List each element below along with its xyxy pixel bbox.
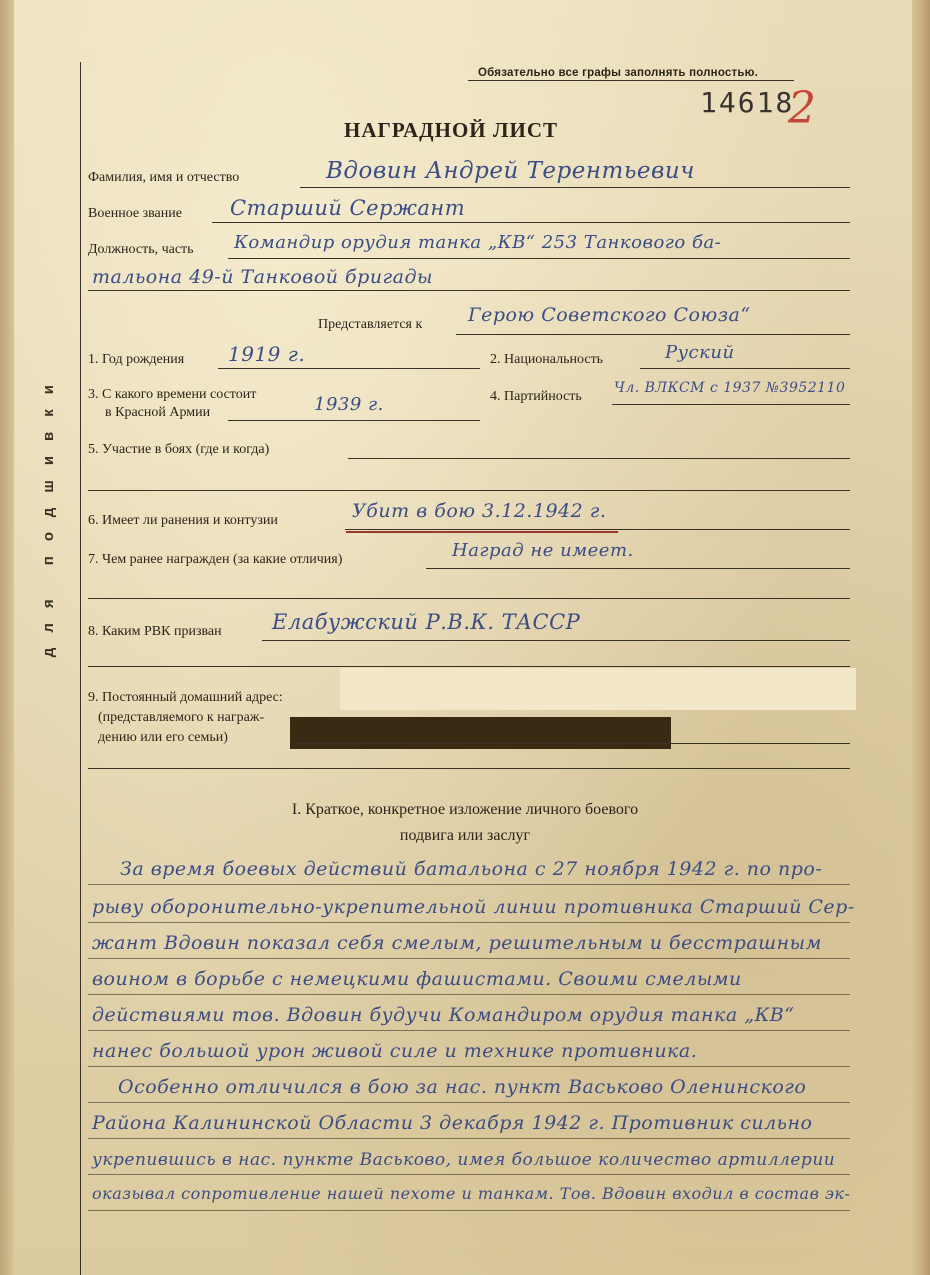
wounds-label: 6. Имеет ли ранения и контузии xyxy=(88,513,278,528)
rank-label: Военное звание xyxy=(88,206,182,221)
section-title-1: I. Краткое, конкретное изложение личного боевого xyxy=(291,801,639,818)
army-since-line xyxy=(228,420,480,421)
story-rule-2 xyxy=(88,922,850,923)
rvk-label: 8. Каким РВК призван xyxy=(88,624,222,639)
birth-year-line xyxy=(218,368,480,369)
margin-line xyxy=(80,62,81,1275)
story-line-3: жант Вдовин показал себя смелым, решительным и бесстрашным xyxy=(92,932,822,954)
nominated-value: Герою Советского Союза“ xyxy=(468,304,751,326)
story-rule-6 xyxy=(88,1066,850,1067)
birth-year-value: 1919 г. xyxy=(228,342,306,366)
story-rule-3 xyxy=(88,958,850,959)
story-line-4: воином в борьбе с немецкими фашистами. Своими смелыми xyxy=(92,968,742,990)
story-line-6: нанес большой урон живой силе и технике противника. xyxy=(92,1040,698,1062)
address-label-1: 9. Постоянный домашний адрес: xyxy=(88,690,283,705)
story-rule-1 xyxy=(88,884,850,885)
awards-value: Наград не имеет. xyxy=(452,540,634,561)
paper-edge-right xyxy=(912,0,930,1275)
birth-year-label: 1. Год рождения xyxy=(88,352,185,367)
nominated-label: Представляется к xyxy=(318,317,423,332)
party-line xyxy=(612,404,850,405)
story-rule-7 xyxy=(88,1102,850,1103)
story-rule-10 xyxy=(88,1210,850,1211)
document-number-red: 2 xyxy=(788,83,816,134)
fio-value: Вдовин Андрей Терентьевич xyxy=(326,158,695,184)
address-redaction-dark xyxy=(290,717,671,749)
rvk-line-1 xyxy=(262,640,850,641)
address-redaction-light xyxy=(340,668,856,710)
battles-line-2 xyxy=(88,490,850,491)
binding-margin-text: для подшивки xyxy=(40,370,57,658)
position-line-1 xyxy=(228,258,850,259)
fio-label: Фамилия, имя и отчество xyxy=(88,170,240,185)
army-since-label-1: 3. С какого времени состоит xyxy=(88,387,257,402)
party-value: Чл. ВЛКСМ с 1937 №3952110 xyxy=(614,380,846,396)
story-line-7: Особенно отличился в бою за нас. пункт Васьково Оленинского xyxy=(118,1076,807,1098)
address-label-2: (представляемого к награж- xyxy=(98,710,265,725)
address-line-1 xyxy=(296,743,850,744)
story-rule-4 xyxy=(88,994,850,995)
story-rule-8 xyxy=(88,1138,850,1139)
nominated-line xyxy=(456,334,850,335)
wounds-red-underline xyxy=(346,531,618,533)
fio-line xyxy=(300,187,850,188)
story-line-8: Района Калининской Области 3 декабря 1942 г. Противник сильно xyxy=(92,1112,813,1134)
nationality-label: 2. Национальность xyxy=(490,352,604,367)
address-label-3: дению или его семьи) xyxy=(98,730,228,745)
nationality-line xyxy=(640,368,850,369)
position-line-2 xyxy=(88,290,850,291)
position-value-1: Командир орудия танка „КВ“ 253 Танкового ба- xyxy=(234,232,722,253)
rvk-line-2 xyxy=(88,666,850,667)
battles-line-1 xyxy=(348,458,850,459)
fill-all-fields-notice: Обязательно все графы заполнять полностью. xyxy=(478,67,759,79)
binding-margin-label xyxy=(40,370,62,920)
story-line-5: действиями тов. Вдовин будучи Командиром орудия танка „КВ“ xyxy=(92,1004,795,1026)
story-line-10: оказывал сопротивление нашей пехоте и танкам. Тов. Вдовин входил в состав эк- xyxy=(92,1184,851,1203)
army-since-label-2: в Красной Армии xyxy=(105,405,211,420)
nationality-value: Руский xyxy=(665,342,735,363)
story-rule-5 xyxy=(88,1030,850,1031)
rank-line xyxy=(212,222,850,223)
document-number: 14618 xyxy=(700,86,795,119)
story-rule-9 xyxy=(88,1174,850,1175)
battles-label: 5. Участие в боях (где и когда) xyxy=(88,442,270,457)
army-since-value: 1939 г. xyxy=(314,394,384,415)
position-label: Должность, часть xyxy=(88,242,194,257)
party-label: 4. Партийность xyxy=(490,389,582,404)
rvk-value: Елабужский Р.В.К. ТАССР xyxy=(272,610,581,634)
rank-value: Старший Сержант xyxy=(230,196,466,220)
wounds-line xyxy=(345,529,850,530)
wounds-value: Убит в бою 3.12.1942 г. xyxy=(352,500,607,522)
page-title: НАГРАДНОЙ ЛИСТ xyxy=(344,118,559,142)
awards-line-2 xyxy=(88,598,850,599)
position-value-2: тальона 49-й Танковой бригады xyxy=(92,266,433,288)
story-line-9: укрепившись в нас. пункте Васьково, имея большое количество артиллерии xyxy=(92,1150,836,1170)
awards-line-1 xyxy=(426,568,850,569)
paper-edge-left xyxy=(0,0,14,1275)
awards-label: 7. Чем ранее награжден (за какие отличия) xyxy=(88,552,343,567)
story-line-1: За время боевых действий батальона с 27 ноября 1942 г. по про- xyxy=(120,858,823,880)
story-line-2: рыву оборонительно-укрепительной линии противника Старший Сер- xyxy=(92,896,855,918)
address-line-2 xyxy=(88,768,850,769)
notice-underline xyxy=(468,80,794,81)
section-title-2: подвига или заслуг xyxy=(399,827,531,844)
